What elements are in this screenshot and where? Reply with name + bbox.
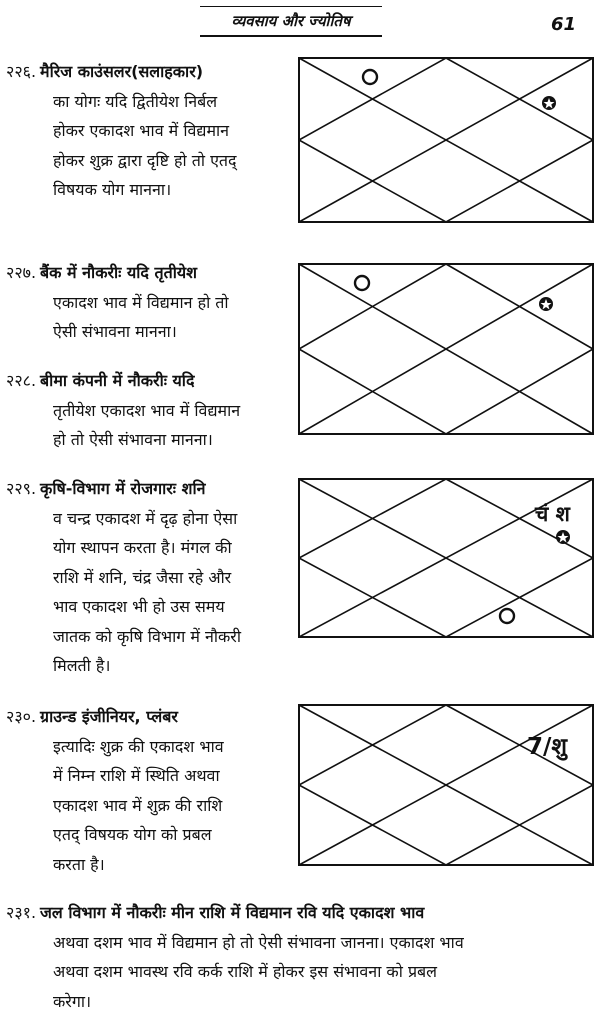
entry-229 xyxy=(6,474,292,681)
entry-line: ऐसी संभावना मानना। xyxy=(53,322,177,341)
entry-227 xyxy=(6,258,292,347)
planet-label: चं श xyxy=(535,502,570,526)
entry-line: इत्यादिः शुक्र की एकादश भाव xyxy=(53,736,224,756)
page-number: 61 xyxy=(551,14,577,35)
entry-line: अथवा दशम भावस्थ रवि कर्क राशि में होकर इस संभावना को प्रबल xyxy=(53,962,438,981)
entry-line: एतद् विषयक योग को प्रबल xyxy=(53,825,212,844)
entry-number: २२८. xyxy=(6,371,37,390)
birth-chart-226 xyxy=(298,57,594,223)
entry-228 xyxy=(6,366,292,455)
planet-label: 7/शु xyxy=(527,734,568,760)
entry-line: तृतीयेश एकादश भाव में विद्यमान xyxy=(53,400,241,420)
entry-line: करता है। xyxy=(53,854,105,874)
chart-grid xyxy=(298,57,594,223)
entry-line: एकादश भाव में विद्यमान हो तो xyxy=(53,292,229,312)
entry-231 xyxy=(6,898,594,1016)
star-symbol xyxy=(556,530,570,544)
entry-line: राशि में शनि, चंद्र जैसा रहे और xyxy=(53,567,232,587)
moon-symbol xyxy=(355,276,369,290)
entry-line: अथवा दशम भाव में विद्यमान हो तो ऐसी संभावना जानना। एकादश भाव xyxy=(53,932,464,952)
entry-line: विषयक योग मानना। xyxy=(53,180,172,199)
entry-line: मैरिज काउंसलर(सलाहकार) xyxy=(40,62,204,81)
entry-line: बीमा कंपनी में नौकरीः यदि xyxy=(40,371,195,390)
entry-line: बैंक में नौकरीः यदि तृतीयेश xyxy=(40,263,198,282)
entry-line: का योगः यदि द्वितीयेश निर्बल xyxy=(53,91,218,111)
entry-number: २२७. xyxy=(6,263,37,282)
star-symbol xyxy=(542,96,556,110)
entry-line: योग स्थापन करता है। मंगल की xyxy=(53,538,232,557)
moon-symbol xyxy=(363,70,377,84)
entry-line: में निम्न राशि में स्थिति अथवा xyxy=(53,766,220,785)
entry-line: जल विभाग में नौकरीः मीन राशि में विद्यमान रवि यदि एकादश भाव xyxy=(40,903,425,922)
entry-line: हो तो ऐसी संभावना मानना। xyxy=(53,430,213,449)
chart-grid xyxy=(298,263,594,435)
entry-line: भाव एकादश भी हो उस समय xyxy=(53,597,225,616)
moon-symbol xyxy=(500,609,514,623)
entry-line: होकर एकादश भाव में विद्यमान xyxy=(53,121,230,140)
entry-line: जातक को कृषि विभाग में नौकरी xyxy=(53,626,241,646)
entry-number: २३०. xyxy=(6,707,37,726)
entry-line: व चन्द्र एकादश में दृढ़ होना ऐसा xyxy=(53,508,238,528)
entry-number: २२९. xyxy=(6,479,37,498)
entry-line: एकादश भाव में शुक्र की राशि xyxy=(53,795,223,815)
entry-line: करेगा। xyxy=(53,991,92,1011)
star-symbol xyxy=(539,297,553,311)
entry-number: २२६. xyxy=(6,62,37,81)
entry-number: २३१. xyxy=(6,903,37,922)
entry-line: मिलती है। xyxy=(53,656,111,675)
page-header-title: व्यवसाय और ज्योतिष xyxy=(200,6,382,37)
birth-chart-227-228 xyxy=(298,263,594,435)
birth-chart-229 xyxy=(298,478,594,638)
birth-chart-230 xyxy=(298,704,594,866)
entry-line: होकर शुक्र द्वारा दृष्टि हो तो एतद् xyxy=(53,150,237,170)
entry-226 xyxy=(6,57,292,205)
entry-line: ग्राउन्ड इंजीनियर, प्लंबर xyxy=(40,707,178,726)
entry-line: कृषि-विभाग में रोजगारः शनि xyxy=(40,479,206,498)
entry-230 xyxy=(6,702,292,879)
